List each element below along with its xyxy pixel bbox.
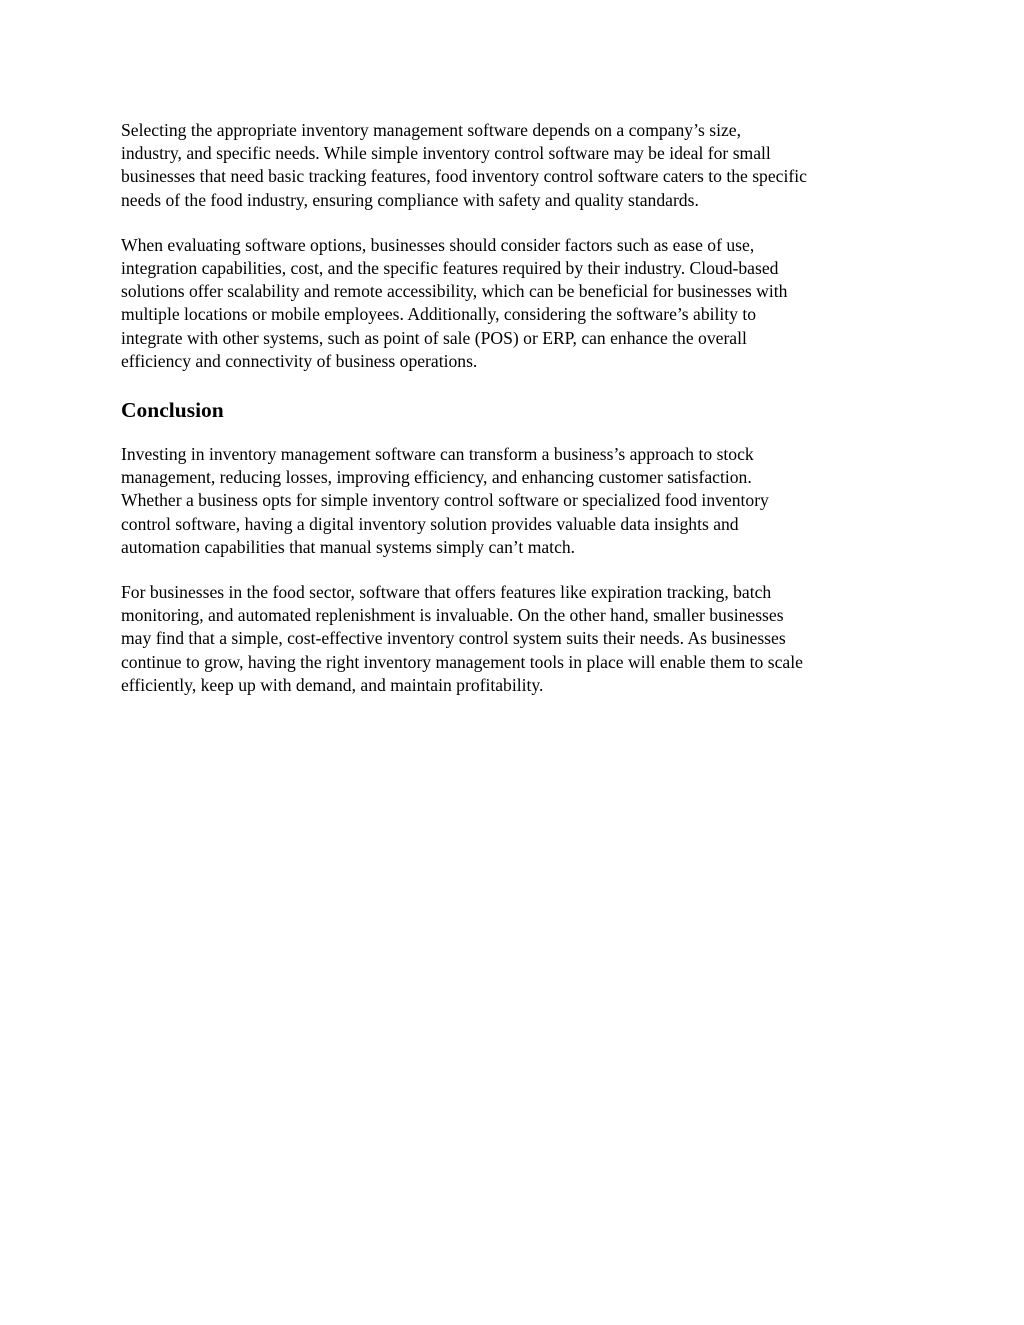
section-heading-conclusion: Conclusion <box>121 398 224 423</box>
paragraph-food-sector: For businesses in the food sector, software that offers features like expiration tracking, batch monitoring, and automated replenishment is invaluable. On the other hand, smaller businesses may find that a simple, cost-effective inventory control system suits their needs. As businesses continue to grow, having the right inventory management tools in place will enable them to scale efficiently, keep up with demand, and maintain profitability. <box>121 582 803 695</box>
paragraph-software-selection: Selecting the appropriate inventory management software depends on a company’s size, industry, and specific needs. While simple inventory control software may be ideal for small businesses that need basic tracking features, food inventory control software caters to the specific needs of the food industry, ensuring compliance with safety and quality standards. <box>121 120 807 210</box>
paragraph-evaluating-options: When evaluating software options, businesses should consider factors such as ease of use, integration capabilities, cost, and the specific features required by their industry. Cloud-based solutions offer scalability and remote accessibility, which can be beneficial for businesses with multiple locations or mobile employees. Additionally, considering the software’s ability to integrate with other systems, such as point of sale (POS) or ERP, can enhance the overall efficiency and connectivity of business operations. <box>121 234 788 371</box>
document-page <box>121 119 911 697</box>
paragraph-investing: Investing in inventory management software can transform a business’s approach to stock management, reducing losses, improving efficiency, and enhancing customer satisfaction. Whether a business opts for simple inventory control software or specialized food inventory control software, having a digital inventory solution provides valuable data insights and automation capabilities that manual systems simply can’t match. <box>121 444 769 557</box>
